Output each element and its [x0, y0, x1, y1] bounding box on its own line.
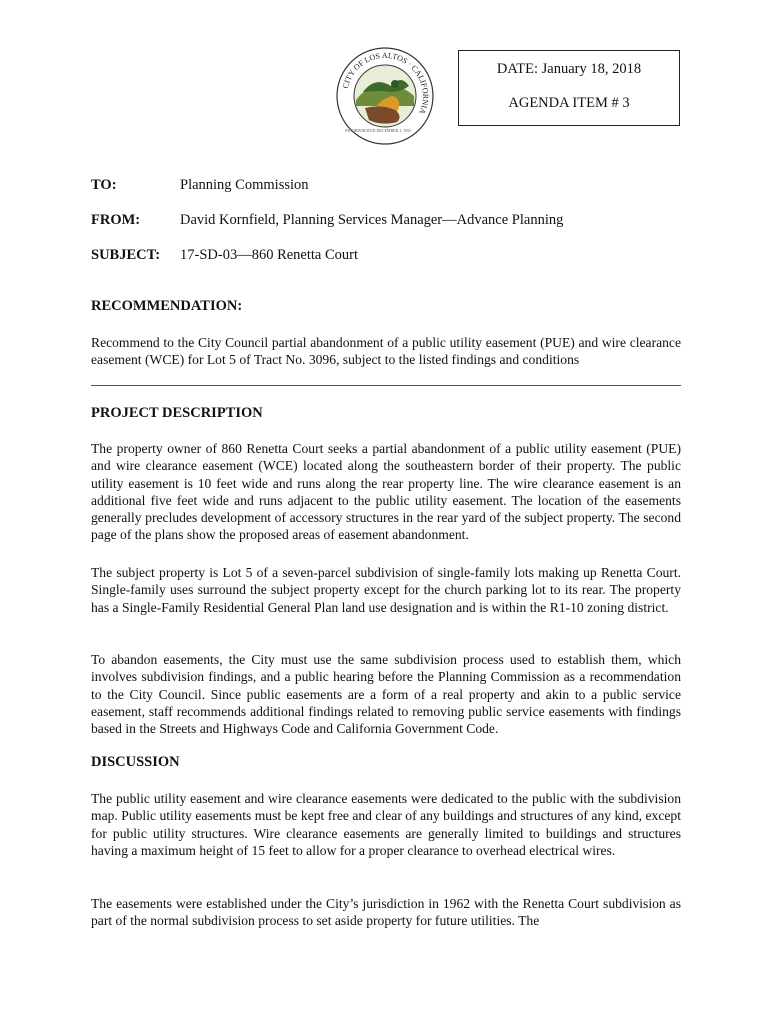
agenda-item-text: AGENDA ITEM # 3 [508, 95, 630, 111]
discussion-paragraph-2: The easements were established under the City’s jurisdiction in 1962 with the Renetta Court subdivision as part of the normal subdivision process to set aside property for future utilities. The [91, 896, 681, 929]
subject-label: SUBJECT: [91, 247, 161, 263]
recommendation-text: Recommend to the City Council partial abandonment of a public utility easement (PUE) and wire clearance easement (WCE) for Lot 5 of Tract No. 3096, subject to the listed findings and conditions [91, 335, 681, 368]
project-description-paragraph-3: To abandon easements, the City must use the same subdivision process used to establish them, which involves subdivision findings, and a public hearing before the Planning Commission as a recommendation to the City Council. Since public easements are a form of a real property and akin to a public service easement, staff recommends additional findings related to removing public service easements with findings based in the Streets and Highways Code and California Government Code. [91, 652, 681, 737]
discussion-paragraph-1: The public utility easement and wire clearance easements were dedicated to the public with the subdivision map. Public utility easements must be kept free and clear of any buildings and structures of any kind, except for public utility structures. Wire clearance easements are generally limited to buildings and structures having a maximum height of 15 feet to allow for a proper clearance to overhead electrical wires. [91, 791, 681, 858]
seal-inner-text: INCORPORATED DECEMBER 1, 1952 [345, 128, 412, 133]
date-text: DATE: January 18, 2018 [496, 61, 642, 77]
project-description-heading: PROJECT DESCRIPTION [91, 405, 263, 421]
from-label: FROM: [91, 212, 141, 228]
svg-text:CITY OF LOS ALTOS · CALIFORNIA: CITY OF LOS ALTOS · CALIFORNIA [340, 50, 431, 116]
project-description-paragraph-1: The property owner of 860 Renetta Court seeks a partial abandonment of a public utility easement (PUE) and wire clearance easement (WCE) located along the southeastern border of their property. The public utility easement is 10 feet wide and runs along the rear property line. The wire clearance easement is an additional five feet wide and runs adjacent to the public utility easement. The location of the easements generally precludes development of accessory structures in the rear yard of the subject property. The second page of the plans show the proposed areas of easement abandonment. [91, 441, 681, 543]
to-label: TO: [91, 177, 117, 193]
to-value: Planning Commission [180, 177, 309, 193]
subject-value: 17-SD-03—860 Renetta Court [180, 247, 359, 263]
project-description-paragraph-2: The subject property is Lot 5 of a seven-parcel subdivision of single-family lots making up Renetta Court. Single-family uses surround the subject property except for the church parking lot to its rear. The property has a Single-Family Residential General Plan land use designation and is within the R1-10 zoning district. [91, 565, 681, 615]
discussion-heading: DISCUSSION [91, 754, 180, 770]
from-value: David Kornfield, Planning Services Manager—Advance Planning [180, 212, 564, 228]
date-agenda-box [458, 50, 680, 126]
recommendation-heading: RECOMMENDATION: [91, 298, 243, 314]
section-divider [91, 385, 681, 386]
